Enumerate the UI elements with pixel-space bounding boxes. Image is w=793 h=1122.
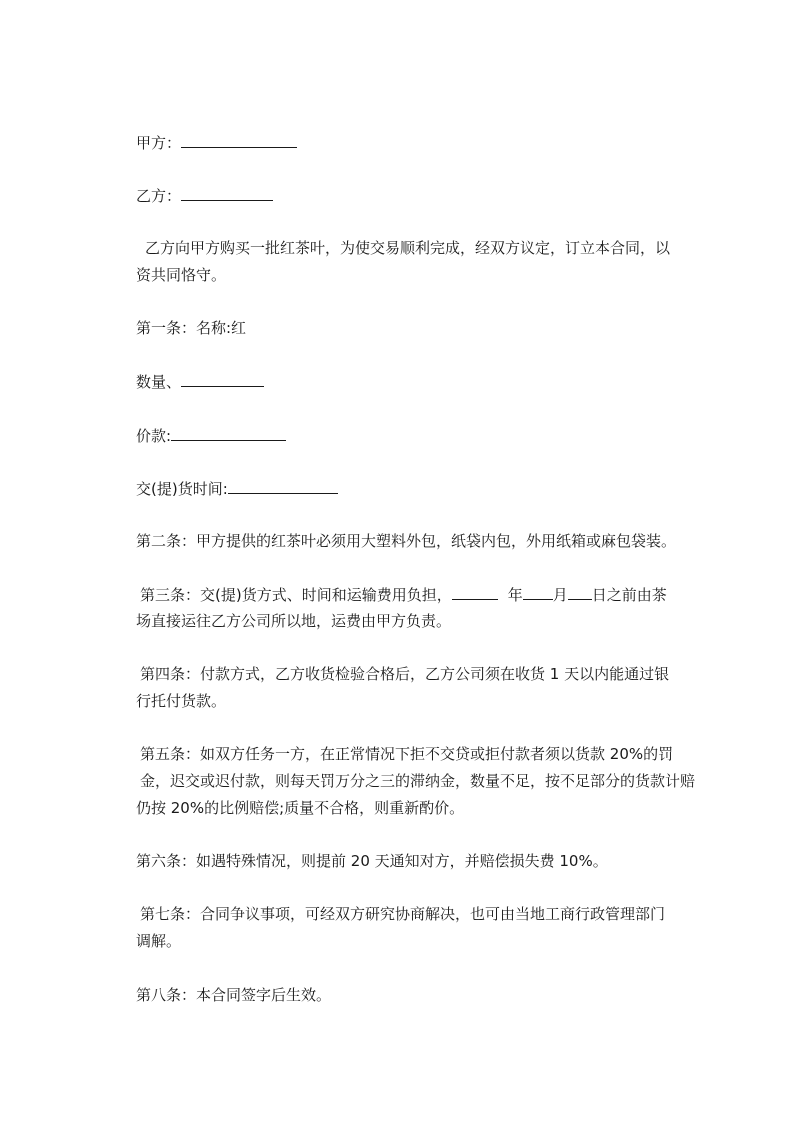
article4-line-2: 行托付货款。: [136, 692, 227, 710]
price-label: 价款:: [136, 427, 172, 445]
delivery-time-line: [136, 479, 706, 498]
party-b-blank[interactable]: [181, 186, 273, 201]
quantity-label: 数量、: [136, 373, 182, 391]
party-a-label: 甲方：: [136, 134, 182, 152]
month-blank[interactable]: [523, 585, 553, 600]
article7-line-1: 第七条：合同争议事项，可经双方研究协商解决，也可由当地工商行政管理部门: [140, 905, 666, 923]
intro-line-2: 资共同恪守。: [136, 266, 227, 284]
party-b-line: [136, 186, 706, 205]
article1-heading: 第一条：名称:红: [136, 319, 247, 337]
quantity-blank[interactable]: [181, 372, 264, 387]
article4-line-1: 第四条：付款方式，乙方收货检验合格后，乙方公司须在收货 1 天以内能通过银: [140, 665, 670, 683]
article2-text: 第二条：甲方提供的红茶叶必须用大塑料外包，纸袋内包，外用纸箱或麻包袋装。: [136, 532, 677, 550]
article6-text: 第六条：如遇特殊情况，则提前 20 天通知对方，并赔偿损失费 10%。: [136, 852, 608, 870]
article7-line-2: 调解。: [136, 932, 182, 950]
article5-line-1: 第五条：如双方任务一方，在正常情况下拒不交贷或拒付款者须以货款 20%的罚: [140, 745, 674, 763]
article3-line-1: [140, 585, 710, 604]
party-a-blank[interactable]: [181, 133, 297, 148]
delivery-time-label: 交(提)货时间:: [136, 480, 228, 498]
article3-prefix: 第三条：交(提)货方式、时间和运输费用负担，: [140, 586, 452, 604]
price-blank[interactable]: [171, 426, 286, 441]
quantity-line: [136, 372, 706, 391]
delivery-time-blank[interactable]: [228, 479, 338, 494]
party-a-line: [136, 133, 706, 152]
article5-line-2: 金，迟交或迟付款，则每天罚万分之三的滞纳金，数量不足，按不足部分的货款计赔: [140, 772, 696, 790]
price-line: [136, 426, 706, 445]
article8-text: 第八条：本合同签字后生效。: [136, 986, 332, 1004]
intro-line-1: 乙方向甲方购买一批红茶叶，为使交易顺利完成，经双方议定，订立本合同，以: [145, 239, 671, 257]
article5-line-3: 仍按 20%的比例赔偿;质量不合格，则重新酌价。: [136, 799, 465, 817]
article3-line-2: 场直接运往乙方公司所以地，运费由甲方负责。: [136, 612, 452, 630]
party-b-label: 乙方：: [136, 187, 182, 205]
year-label: 年: [507, 586, 523, 604]
day-suffix: 日之前由茶: [591, 586, 667, 604]
year-blank[interactable]: [452, 585, 498, 600]
day-blank[interactable]: [568, 585, 592, 600]
month-label: 月: [552, 586, 568, 604]
